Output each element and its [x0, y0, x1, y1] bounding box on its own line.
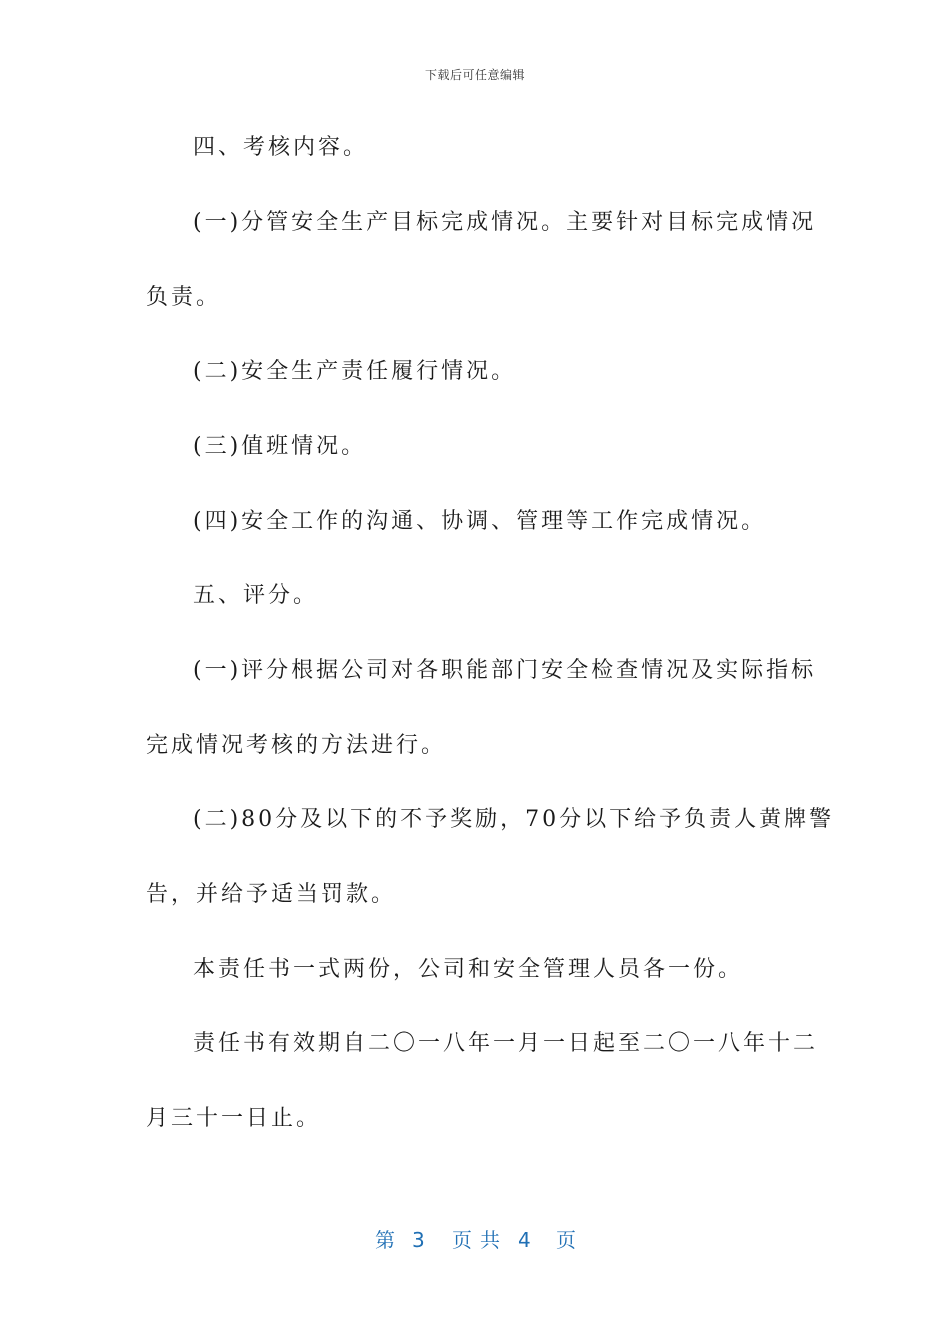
paragraph-line: (二)安全生产责任履行情况。 [193, 359, 517, 384]
paragraph-line: (一)评分根据公司对各职能部门安全检查情况及实际指标 [193, 658, 817, 683]
paragraph-line: (三)值班情况。 [193, 434, 367, 459]
paragraph-line: 月三十一日止。 [146, 1106, 322, 1131]
paragraph-line: 完成情况考核的方法进行。 [146, 733, 447, 758]
footer-page-mid: 页共 [452, 1228, 508, 1252]
paragraph-line: 责任书有效期自二〇一八年一月一日起至二〇一八年十二 [193, 1031, 819, 1056]
section-heading-5: 五、评分。 [193, 583, 319, 608]
paragraph-line: 本责任书一式两份，公司和安全管理人员各一份。 [193, 957, 744, 982]
paragraph-line: (四)安全工作的沟通、协调、管理等工作完成情况。 [193, 509, 767, 534]
footer-current-page: 3 [412, 1228, 425, 1252]
paragraph-line: (一)分管安全生产目标完成情况。主要针对目标完成情况 [193, 210, 817, 235]
footer-page-suffix: 页 [556, 1228, 576, 1252]
page-footer [0, 1226, 950, 1254]
header-note: 下载后可任意编辑 [424, 68, 525, 82]
footer-total-pages: 4 [518, 1228, 531, 1252]
paragraph-line: 告，并给予适当罚款。 [146, 882, 397, 907]
paragraph-line: (二)80分及以下的不予奖励，70分以下给予负责人黄牌警 [193, 807, 835, 832]
paragraph-line: 负责。 [146, 285, 222, 310]
footer-page-prefix: 第 [375, 1228, 395, 1252]
section-heading-4: 四、考核内容。 [193, 135, 369, 160]
